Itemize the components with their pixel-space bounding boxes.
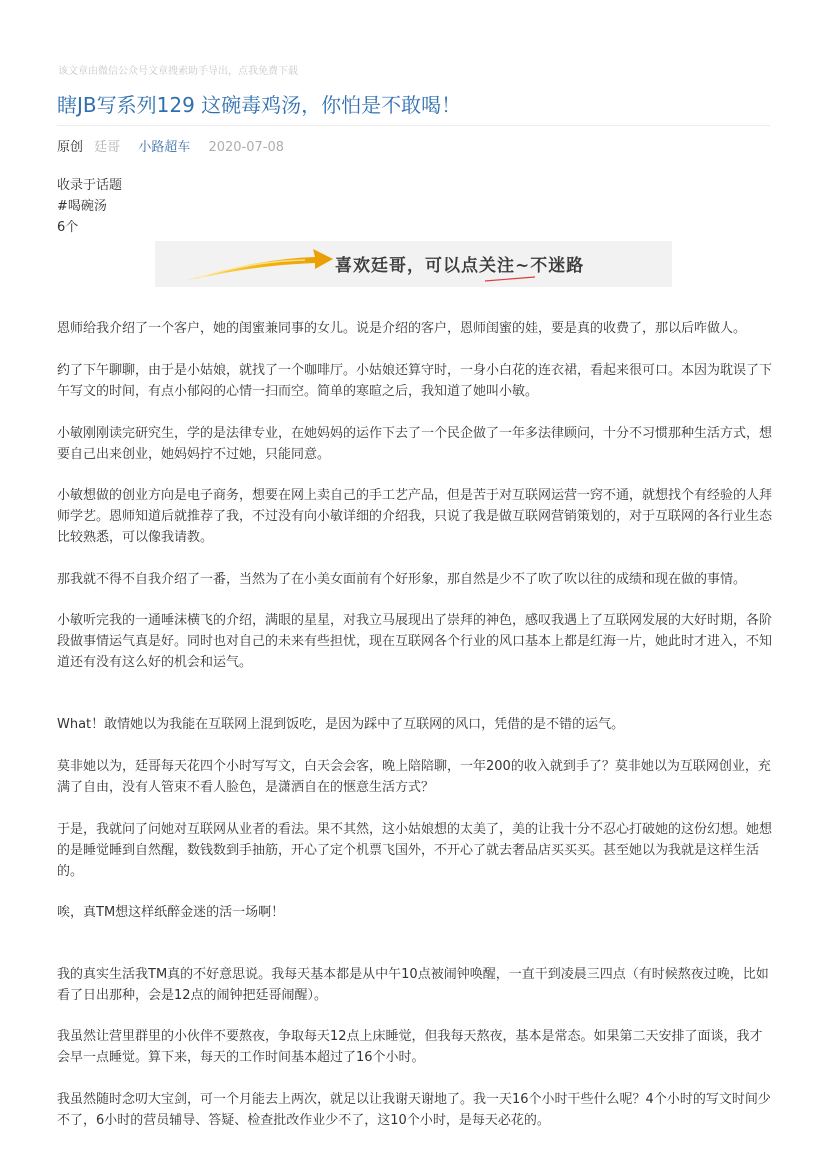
topic-count: 6个 <box>57 220 79 235</box>
topic-hashtag-link[interactable]: #喝碗汤 <box>57 199 107 214</box>
export-notice-link[interactable]: 该文章由微信公众号文章搜索助手导出，点我免费下载 <box>58 66 298 77</box>
account-link[interactable]: 小路超车 <box>138 140 191 155</box>
article-meta <box>57 140 284 156</box>
topic-block <box>57 175 122 238</box>
title-divider <box>57 125 770 126</box>
topic-collected-label: 收录于话题 <box>57 178 123 193</box>
paragraph: 我虽然随时念叨大宝剑，可一个月能去上两次，就足以让我谢天谢地了。我一天16个小时干些什么呢？4个小时的写文时间少不了，6小时的营员辅导、答疑、检查批改作业少不了，这10个小时，是每天必花的。 <box>57 1092 771 1128</box>
follow-banner <box>155 241 672 287</box>
paragraph: 小敏听完我的一通唾沫横飞的介绍，满眼的星星，对我立马展现出了崇拜的神色，感叹我遇上了互联网发展的大好时期，各阶段做事情运气真是好。同时也对自己的未来有些担忧，现在互联网各个行业的风口基本上都是红海一片，她此时才进入，不知道还有没有这么好的机会和运气。 <box>57 613 773 670</box>
article-title: 瞎JB写系列129 这碗毒鸡汤，你怕是不敢喝！ <box>57 93 462 117</box>
paragraph: 小敏刚刚读完研究生，学的是法律专业，在她妈妈的运作下去了一个民企做了一年多法律顾问，十分不习惯那种生活方式，想要自己出来创业，她妈妈拧不过她，只能同意。 <box>57 426 773 462</box>
paragraph: 于是，我就问了问她对互联网从业者的看法。果不其然，这小姑娘想的太美了，美的让我十分不忍心打破她的这份幻想。她想的是睡觉睡到自然醒，数钱数到手抽筋，开心了定个机票飞国外，不开心了就去奢品店买买买。甚至她以为我就是这样生活的。 <box>57 822 773 879</box>
author-name: 廷哥 <box>94 140 121 155</box>
paragraph: 那我就不得不自我介绍了一番，当然为了在小美女面前有个好形象，那自然是少不了吹了吹以往的成绩和现在做的事情。 <box>57 572 747 587</box>
paragraph: 恩师给我介绍了一个客户，她的闺蜜兼同事的女儿。说是介绍的客户，恩师闺蜜的娃，要是真的收费了，那以后咋做人。 <box>57 321 747 336</box>
paragraph: 小敏想做的创业方向是电子商务，想要在网上卖自己的手工艺产品，但是苦于对互联网运营一窍不通，就想找个有经验的人拜师学艺。恩师知道后就推荐了我，不过没有向小敏详细的介绍我，只说了我是做互联网营销策划的，对于互联网的各行业生态比较熟悉，可以像我请教。 <box>57 488 773 545</box>
paragraph: 我的真实生活我TM真的不好意思说。我每天基本都是从中午10点被闹钟唤醒，一直干到凌晨三四点（有时候熬夜过晚，比如看了日出那种，会是12点的闹钟把廷哥闹醒）。 <box>57 967 769 1003</box>
paragraph: What！敢情她以为我能在互联网上混到饭吃，是因为踩中了互联网的风口，凭借的是不错的运气。 <box>57 717 625 732</box>
paragraph: 约了下午聊聊，由于是小姑娘，就找了一个咖啡厅。小姑娘还算守时，一身小白花的连衣裙，看起来很可口。本因为耽误了下午写文的时间，有点小郁闷的心情一扫而空。简单的寒暄之后，我知道了她叫小敏。 <box>57 363 773 399</box>
paragraph: 我虽然让营里群里的小伙伴不要熬夜，争取每天12点上床睡觉，但我每天熬夜，基本是常态。如果第二天安排了面谈，我才会早一点睡觉。算下来，每天的工作时间基本超过了16个小时。 <box>57 1029 763 1065</box>
paragraph: 莫非她以为，廷哥每天花四个小时写写文，白天会会客，晚上陪陪聊，一年200的收入就到手了？莫非她以为互联网创业，充满了自由，没有人管束不看人脸色，是潇洒自在的惬意生活方式？ <box>57 759 771 795</box>
paragraph: 唉，真TM想这样纸醉金迷的活一场啊！ <box>57 905 285 920</box>
publish-date: 2020-07-08 <box>208 140 285 155</box>
banner-text: 喜欢廷哥，可以点关注~不迷路 <box>335 256 585 276</box>
original-tag: 原创 <box>57 140 84 155</box>
